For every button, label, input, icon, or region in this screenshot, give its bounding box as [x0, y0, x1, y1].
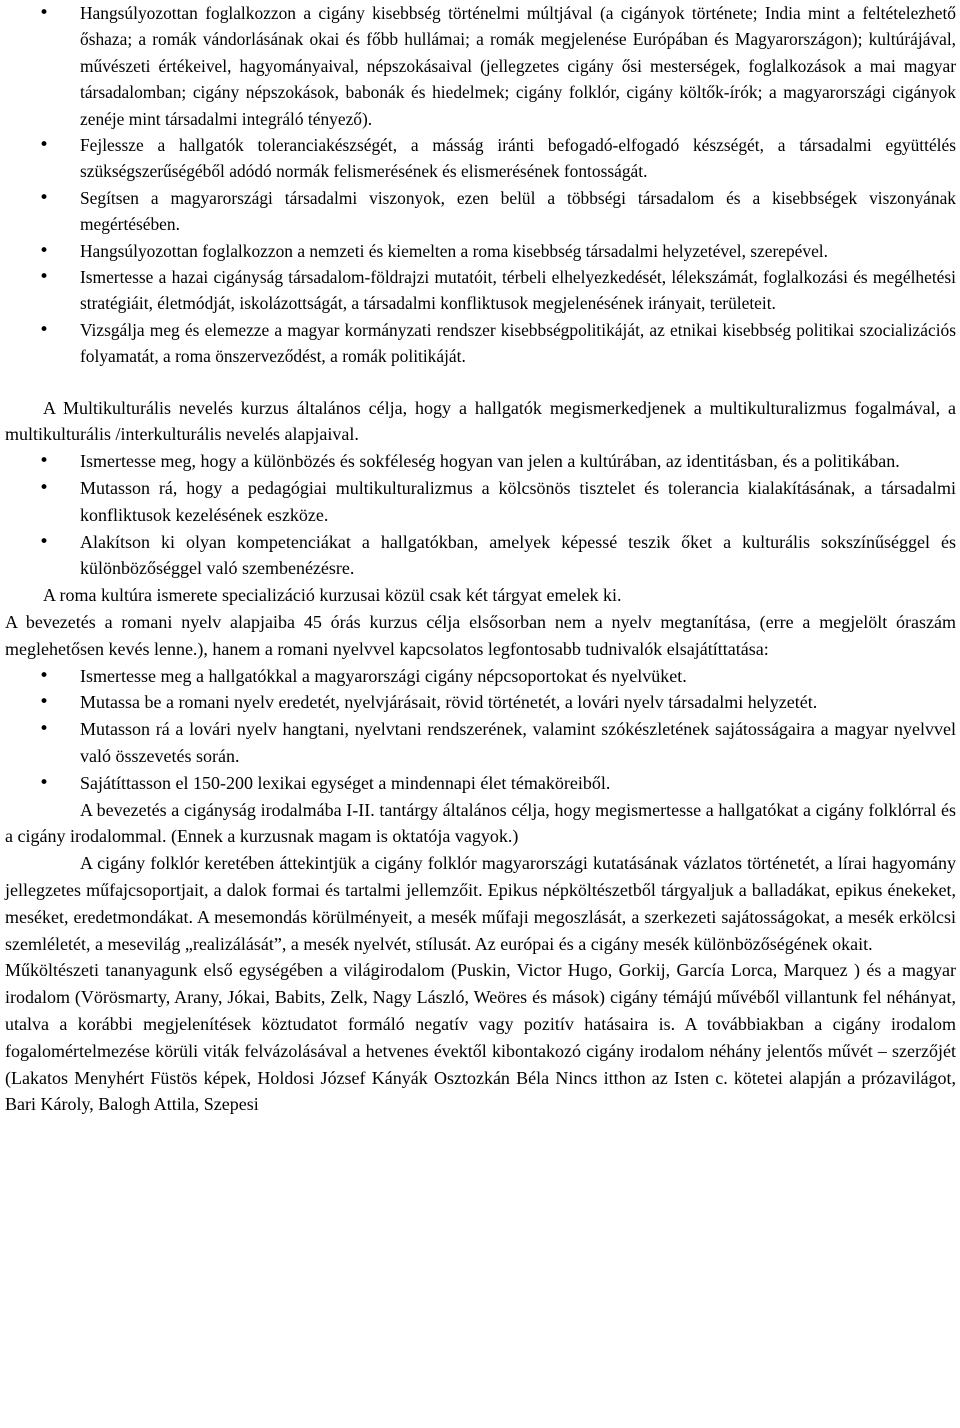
list-item: • Ismertesse a hazai cigányság társadalom-földrajzi mutatóit, térbeli elhelyezkedését, lélekszámát, foglalkozási és megélhetési stratégiáit, életmódját, iskolázottságát, a társadalmi konfliktusok megjelenésének irányait, területeit. — [5, 264, 956, 317]
multicultural-goals-list — [5, 448, 956, 582]
list-item: • Fejlessze a hallgatók toleranciakészségét, a másság iránti befogadó-elfogadó készségét, a társadalmi együttélés szükségszerűségéből adódó normák felismerésének és elismerésének fontosságát. — [5, 132, 956, 185]
art-poetry-paragraph: Műköltészeti tananyagunk első egységében a világirodalom (Puskin, Victor Hugo, Gorkij, García Lorca, Marquez ) és a magyar irodalom (Vörösmarty, Arany, Jókai, Babits, Zelk, Nagy László, Weöres és mások) cigány témájú művéből villantunk fel néhányat, utalva a korábbi megjelenítések köztudatot formáló negatív vagy pozitív hatásaira is. A továbbiakban a cigány irodalom fogalomértelmezése körüli viták felvázolásával a hetvenes évektől kibontakozó cigány irodalom néhány jelentős művét – szerzőjét (Lakatos Menyhért Füstös képek, Holdosi József Kányák Osztozkán Béla Nincs itthon az Isten c. kötetei alapján a prózavilágot, Bari Károly, Balogh Attila, Szepesi — [5, 960, 956, 1115]
list-item: • Mutasson rá a lovári nyelv hangtani, nyelvtani rendszerének, valamint szókészletének sajátosságaira a magyar nyelvvel való összevetés során. — [5, 716, 956, 770]
folklore-paragraph: A cigány folklór keretében áttekintjük a cigány folklór magyarországi kutatásának vázlatos történetét, a lírai hagyomány jellegzetes műfajcsoportjait, a dalok formai és tartalmi jellemzőit. Epikus népköltészetből tárgyaljuk a balladákat, epikus énekeket, meséket, eredetmondákat. A mesemondás körülményeit, a mesék műfaji megoszlását, a szerkezeti sajátosságokat, a mesék erkölcsi szemléletét, a mesevilág „realizálását”, a mesék nyelvét, stílusát. Az európai és a cigány mesék különbözőségének okait. — [5, 853, 956, 954]
paragraph-spacer — [5, 370, 956, 395]
list-item: • Vizsgálja meg és elemezze a magyar kormányzati rendszer kisebbségpolitikáját, az etnikai kisebbség politikai szocializációs folyamatát, a roma önszerveződést, a romák politikáját. — [5, 317, 956, 370]
list-item: • Mutasson rá, hogy a pedagógiai multikulturalizmus a kölcsönös tisztelet és tolerancia kialakításának, a társadalmi konfliktusok kezelésének eszköze. — [5, 475, 956, 529]
list-item: • Mutassa be a romani nyelv eredetét, nyelvjárásait, rövid történetét, a lovári nyelv társadalmi helyzetét. — [5, 689, 956, 716]
list-item: • Segítsen a magyarországi társadalmi viszonyok, ezen belül a többségi társadalom és a kisebbségek viszonyának megértésében. — [5, 185, 956, 238]
list-item: • Sajátíttasson el 150-200 lexikai egységet a mindennapi élet témaköreiből. — [5, 770, 956, 797]
list-item: • Ismertesse meg a hallgatókkal a magyarországi cigány népcsoportokat és nyelvüket. — [5, 663, 956, 690]
list-item: • Ismertesse meg, hogy a különbözés és sokféleség hogyan van jelen a kultúrában, az identitásban, és a politikában. — [5, 448, 956, 475]
list-item: • Hangsúlyozottan foglalkozzon a cigány kisebbség történelmi múltjával (a cigányok története; India mint a feltételezhető őshaza; a romák vándorlásának okai és főbb hullámai; a romák megjelenése Európában és Magyarországon); kultúrájával, művészeti értékeivel, hagyományaival, népszokásaival (jellegzetes cigány ősi mesterségek, foglalkozások a mai magyar társadalomban; cigány népszokások, babonák és hiedelmek; cigány folklór, cigány költők-írók; a magyarországi cigányok zenéje mint társadalmi integráló tényező). — [5, 0, 956, 132]
romani-language-goals-list — [5, 663, 956, 797]
multicultural-intro-paragraph: A Multikulturális nevelés kurzus általános célja, hogy a hallgatók megismerkedjenek a multikulturalizmus fogalmával, a multikulturális /interkulturális nevelés alapjaival. — [5, 397, 956, 445]
roma-specialization-paragraph: A roma kultúra ismerete specializáció kurzusai közül csak két tárgyat emelek ki. — [43, 585, 622, 606]
roma-history-goals-list — [5, 0, 956, 370]
literature-intro-paragraph: A bevezetés a cigányság irodalmába I-II. tantárgy általános célja, hogy megismertesse a hallgatókat a cigány folklórral és a cigány irodalommal. (Ennek a kurzusnak magam is oktatója vagyok.) — [5, 799, 956, 847]
list-item: • Hangsúlyozottan foglalkozzon a nemzeti és kiemelten a roma kisebbség társadalmi helyzetével, szerepével. — [5, 238, 956, 264]
romani-language-intro-paragraph: A bevezetés a romani nyelv alapjaiba 45 órás kurzus célja elsősorban nem a nyelv megtanítása, (erre a megjelölt óraszám meglehetősen kevés lenne.), hanem a romani nyelvvel kapcsolatos legfontosabb tudnivalók elsajátíttatása: — [5, 612, 956, 659]
list-item: • Alakítson ki olyan kompetenciákat a hallgatókban, amelyek képessé teszik őket a kulturális sokszínűséggel és különbözőséggel való szembenézésre. — [5, 529, 956, 583]
